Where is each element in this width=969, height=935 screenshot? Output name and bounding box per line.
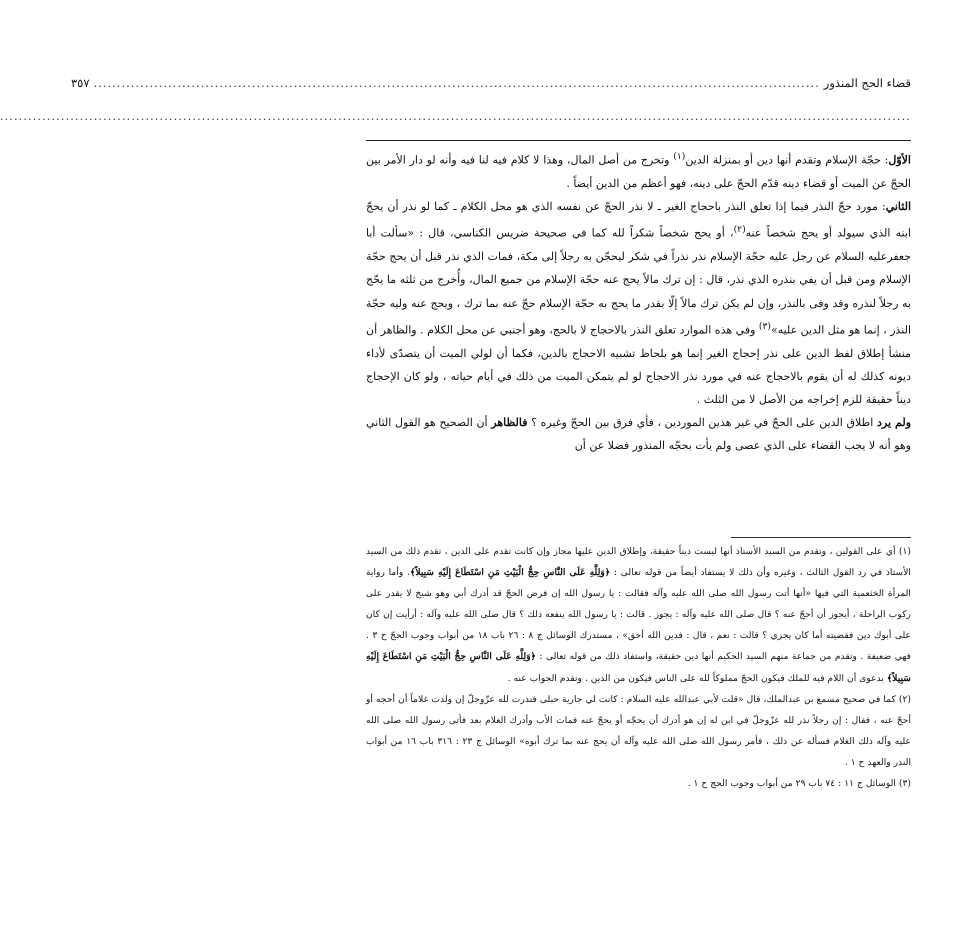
paragraph-second-text: : مورد حجّ النذر فيما إذا تعلق النذر باحجاج الغير ـ لا نذر الحجّ عن نفسه الذي هو محل الكلام ـ كما لو نذر أن يحجّ ابنه الذي سيولد أو يحج شخصاً عنه — [366, 200, 911, 240]
page-number: ٣٥٧ — [71, 76, 90, 90]
paragraph-first-text: : حجّة الإسلام وتقدم أنها دين أو بمنزلة الدين — [685, 153, 889, 167]
footnote-1 — [366, 541, 911, 689]
footnote-rule — [731, 537, 911, 538]
paragraph-third-text: اطلاق الدين على الحجّ في غير هذين الموردين ، فأي فرق بين الحجّ وغيره ؟ — [527, 416, 878, 430]
footnote-1-text-3: بدعوى أن اللام فيه للملك فيكون الحجّ مملوكاً لله على الناس فيكون من الدين . وتقدم الجواب عنه . — [507, 672, 887, 684]
running-header — [71, 76, 911, 96]
footnote-ref-1: (١) — [673, 151, 686, 162]
paragraph-third — [366, 411, 911, 457]
header-title: قضاء الحج المنذور — [823, 76, 911, 90]
paragraph-third-label-2: فالظاهر — [491, 416, 528, 430]
footnote-1-number: (١) — [898, 546, 911, 557]
footnote-ref-3: (٣) — [758, 320, 771, 332]
footnote-1-verse: ﴿وَلِلَّهِ عَلَى النَّاسِ حِجُّ الْبَيْتِ مَنِ اسْتَطَاعَ إِلَيْهِ سَبِيلاً﴾ — [409, 567, 611, 579]
footnote-3-text: الوسائل ج ١١ : ٧٤ باب ٢٩ من أبواب وجوب الحج ح ١ . — [687, 778, 899, 790]
paragraph-first-text-2: وتخرج من أصل المال، وهذا لا كلام فيه لنا فيه وأنه لو دار الأمر بين الحجّ عن الميت أو قضاء دينه قدّم الحجّ على دينه، فهو أعظم من الدين أيضاً . — [366, 153, 911, 190]
footnote-1-text: أي على القولين ، وتقدم من السيد الأستاذ أنها ليست ديناً حقيقة، وإطلاق الدين عليها مجاز وإن كانت تقدم على الدين ، تقدم ذلك من السيد الأستاذ في رد القول الثالث ، وغيره وأن ذلك لا يستفاد أيضاً من قوله تعالى : — [366, 546, 911, 579]
footnote-3-number: (٣) — [898, 778, 911, 790]
footnote-1-text-2: . وأما رواية المرأة الخثعمية التي فيها «أنها أتت رسول الله صلى الله عليه وآله فقالت : يا رسول الله إن فرض الحجّ قد أدرك أبي وهو شيخ لا يقدر على ركوب الراحلة ، أيجوز أن أحجّ عنه ؟ قال صلى الله عليه وآله : يجوز . قالت : يا رسول الله ينفعه ذلك ؟ قال صلى الله عليه وآله : أرأيت إن كان على أبوك دين فقضيته أما كان يجزي ؟ قالت : نعم ، قال : فدين الله أحق» ، مستدرك الوسائل ج ٨ : ٢٦ باب ١٨ من أبواب وجوب الحجّ ح ٣ . فهي ضعيفة . وتقدم من جماعة منهم السيد الحكيم أنها دين حقيقة، واستفاد ذلك من قوله تعالى : — [366, 567, 912, 663]
dotted-separator: .................................................................................................................................................................................................. — [0, 110, 911, 123]
paragraph-second-text-3: وفي هذه الموارد تعلق النذر بالاحجاج لا بالحج، وهو أجنبي عن محل الكلام . والظاهر أن منشأ إطلاق لفظ الدين على نذر إحجاج الغير إنما هو بلحاظ تشبيه الاحجاج بالدين، فكما أن لولي الميت أن يتصدّى لأداء ديونه كذلك له أن يقوم بالاحجاج عنه في مورد نذر الاحجاج لو لم يتمكن الميت من ذلك في أيام حياته ، ولو كان الإحجاج ديناً حقيقة للزم إخراجه من الأصل لا من الثلث . — [366, 323, 911, 406]
paragraph-third-label: ولم يرد — [877, 416, 912, 430]
header-rule — [366, 140, 911, 141]
footnotes — [366, 541, 911, 794]
footnote-2 — [366, 689, 911, 773]
footnote-1-verse-2: ﴿وَلِلَّهِ عَلَى النَّاسِ حِجُّ الْبَيْتِ مَنِ اسْتَطَاعَ إِلَيْهِ سَبِيلاً﴾ — [366, 651, 911, 684]
paragraph-second-label: الثاني — [885, 200, 911, 214]
paragraph-first-label: الأوّل — [888, 153, 911, 167]
paragraph-second — [366, 195, 911, 411]
paragraph-first — [366, 145, 911, 195]
footnote-3 — [366, 773, 911, 794]
header-leader-dots: ............................................................................................................................................................ — [93, 76, 820, 90]
footnote-ref-2: (٢) — [733, 224, 746, 236]
paragraph-third-text-2: أن الصحيح هو القول الثاني وهو أنه لا يجب القضاء على الذي عصى ولم يأت بحجّه المنذور فضلا عن أن — [366, 416, 911, 453]
main-text — [366, 145, 911, 458]
paragraph-second-text-2: ، أو يحج شخصاً شكراً لله كما في صحيحة ضريس الكناسي، قال : «سألت أبا جعفرعليه السلام عن رجل عليه حجّة الإسلام نذر نذراً في شكر ليحجّن به رجلاً إلى مكة، فمات الذي نذر قبل أن يحج حجّة الإسلام ومن قبل أن يفي بنذره الذي نذر، قال : إن ترك مالاً يحج عنه حجّة الإسلام من جميع المال، وأُخرج من ثلثه ما يحّج به رجلاً لنذره وقد وفى بالنذر، وإن لم يكن ترك مالاً إلّا بقدر ما يحج به حجّة الإسلام حجّ عنه بما ترك ، ويحج عنه وليه حجّة النذر ، إنما هو مثل الدين عليه» — [366, 226, 912, 337]
footnote-2-text: كما في صحيح مسمع بن عبدالملك، قال «قلت لأبي عبدالله عليه السلام : كانت لي جارية حبلى فنذرت لله عزّوجلّ إن ولدت غلاماً أن أحجه أو أحجّ عنه ، فقال : إن رجلاً نذر لله عزّوجلّ في ابن له إن هو أدرك أن يحجّه أو يحجّ عنه فمات الأب وأدرك الغلام بعد فأتى رسول الله صلى الله عليه وآله ذلك الغلام فسأله عن ذلك ، فأمر رسول الله صلى الله عليه وآله أن يحج عنه بما ترك أبوه» الوسائل ج ٢٣ : ٣١٦ باب ١٦ من أبواب النذر والعهد ح ١ . — [366, 693, 911, 768]
footnote-2-number: (٢) — [898, 693, 911, 705]
